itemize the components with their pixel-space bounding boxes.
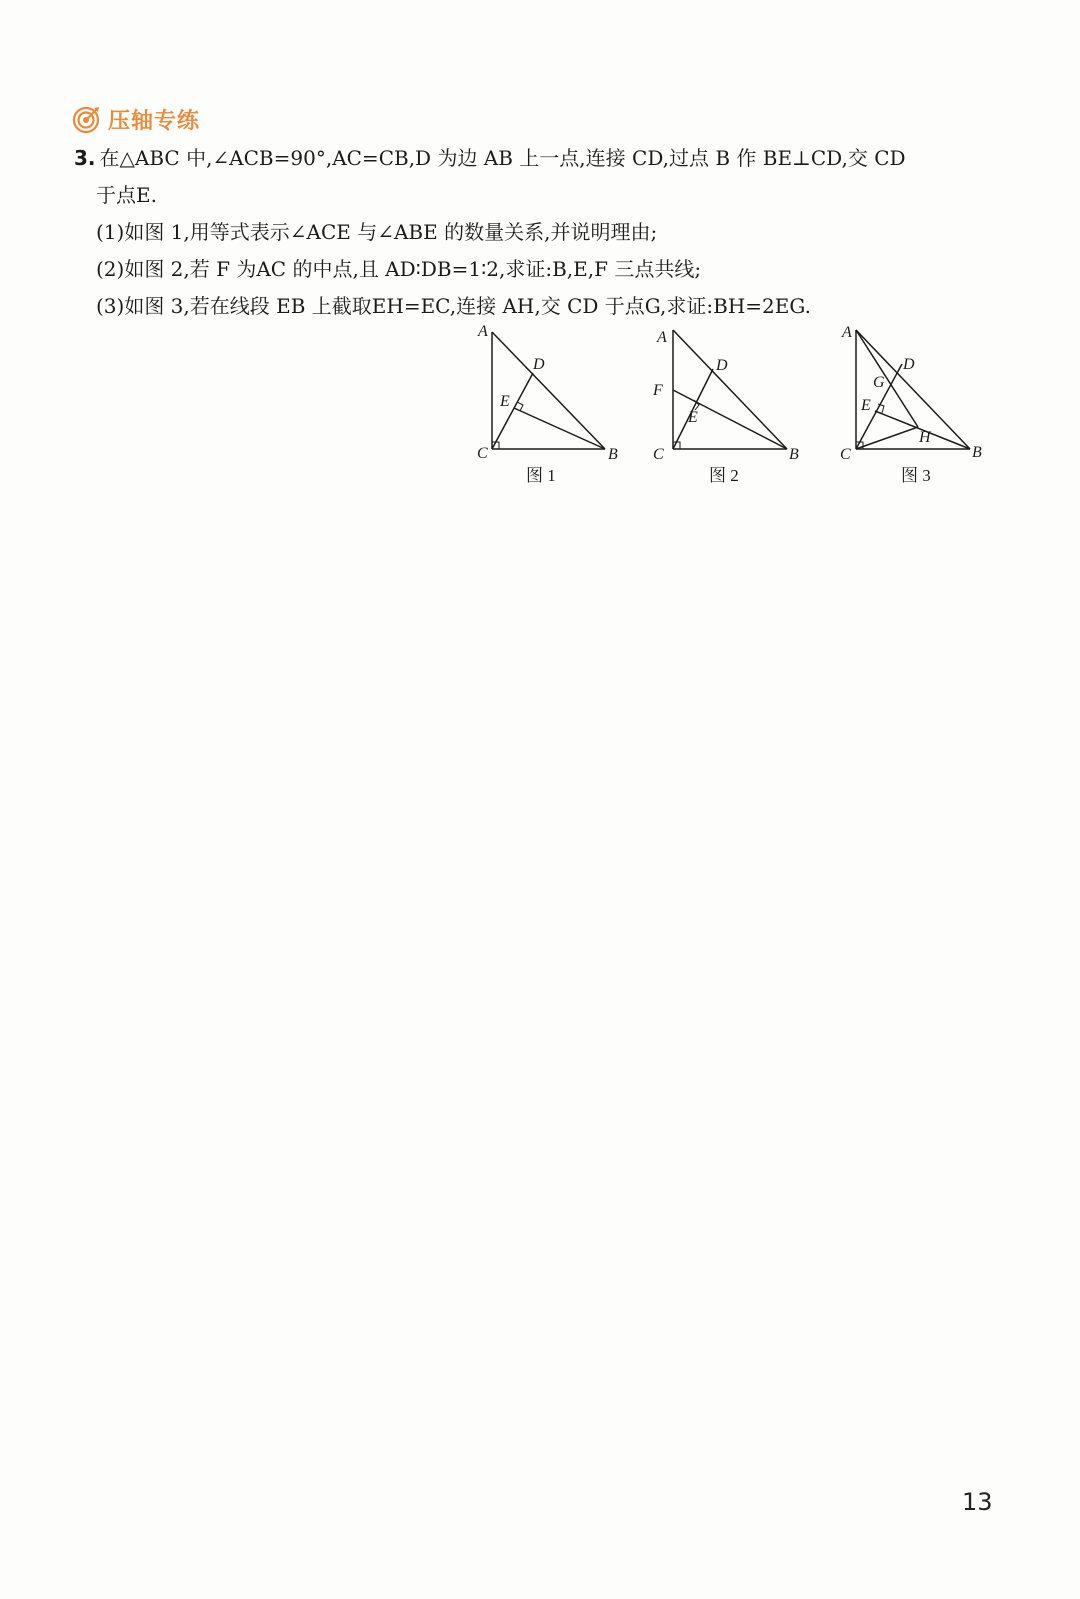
section-header [72, 104, 200, 135]
figure-2-caption: 图 2 [709, 466, 739, 485]
figure-3-label-a: A [842, 324, 852, 341]
figure-1-label-b: B [608, 446, 618, 463]
figure-1-caption: 图 1 [526, 466, 556, 485]
figure-1-label-c: C [477, 445, 488, 462]
figure-1-label-a: A [478, 323, 488, 340]
figure-3-caption: 图 3 [901, 466, 931, 485]
figure-2-label-b: B [789, 446, 799, 463]
problem-part-2: (2)如图 2,若 F 为AC 的中点,且 AD∶DB=1∶2,求证:B,E,F 三点共线; [96, 257, 702, 281]
problem-part-3: (3)如图 3,若在线段 EB 上截取EH=EC,连接 AH,交 CD 于点G,求证:BH=2EG. [96, 294, 811, 318]
figure-3-label-d: D [903, 356, 915, 373]
figures [470, 318, 1030, 498]
page-number: 13 [962, 1488, 993, 1516]
problem-stem-line-2: 于点E. [96, 183, 157, 207]
problem-3 [74, 140, 1014, 325]
problem-stem-line-1 [74, 140, 1014, 177]
figure-2-label-e: E [688, 409, 698, 426]
figure-3-label-e: E [861, 397, 871, 414]
figure-3-label-g: G [873, 374, 885, 391]
problem-part-1: (1)如图 1,用等式表示∠ACE 与∠ABE 的数量关系,并说明理由; [96, 220, 658, 244]
question-number: 3. [74, 146, 96, 170]
figure-1 [470, 318, 630, 493]
figure-3-label-c: C [840, 446, 851, 463]
target-icon [72, 106, 100, 134]
problem-stem-text: 在△ABC 中,∠ACB=90°,AC=CB,D 为边 AB 上一点,连接 CD,过点 B 作 BE⊥CD,交 CD [99, 146, 906, 170]
figure-2 [653, 318, 813, 493]
figure-2-label-f: F [653, 382, 663, 399]
figure-3-label-h: H [919, 429, 931, 446]
figure-2-label-c: C [653, 446, 664, 463]
figure-3-label-b: B [972, 444, 982, 461]
figure-2-label-a: A [657, 329, 667, 346]
figure-3 [838, 318, 998, 493]
section-title: 压轴专练 [108, 109, 201, 134]
figure-1-label-e: E [500, 393, 510, 410]
figure-2-label-d: D [716, 357, 728, 374]
figure-1-label-d: D [533, 356, 545, 373]
